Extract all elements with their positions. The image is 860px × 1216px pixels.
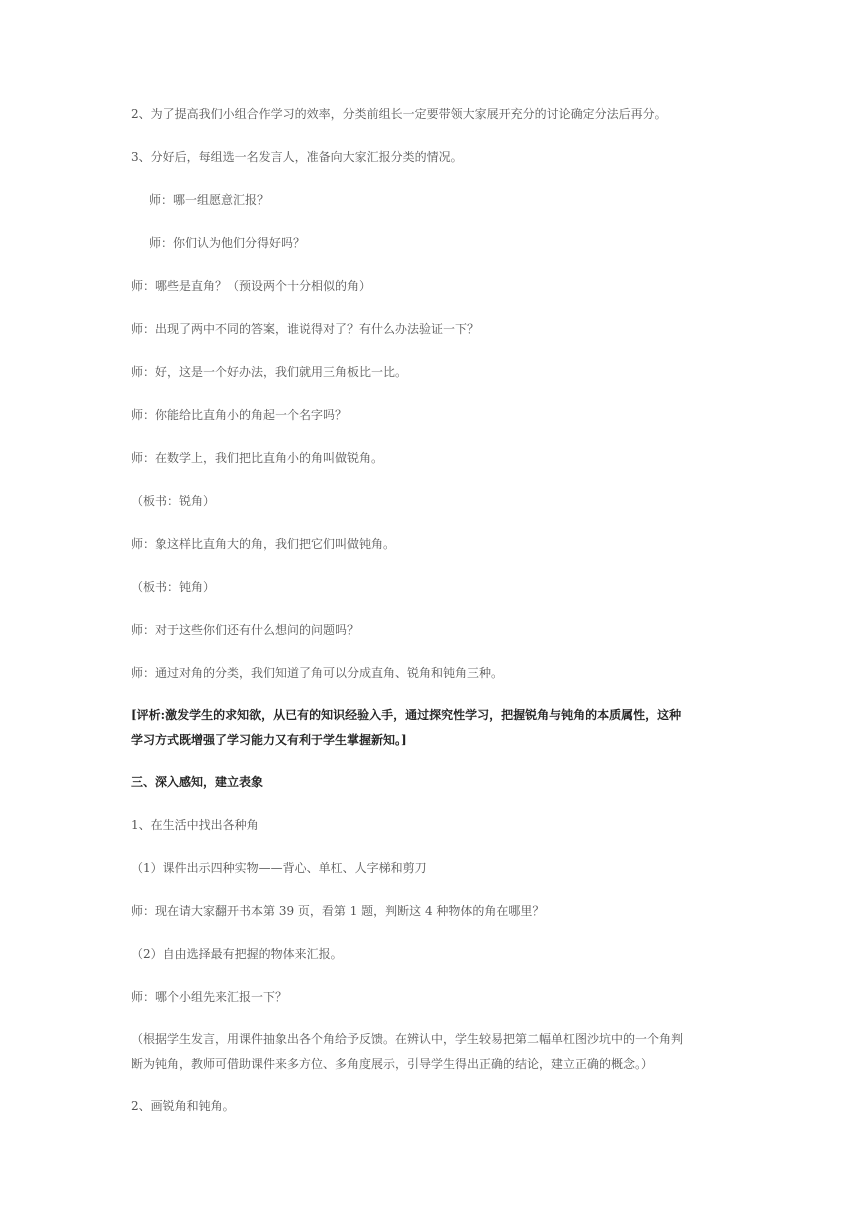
paragraph-board-acute: （板书：锐角） [131, 494, 216, 508]
paragraph-teacher-acute-angle: 师：在数学上，我们把比直角小的角叫做锐角。 [131, 451, 384, 465]
paragraph-note-line-2: 断为钝角，教师可借助课件来多方位、多角度展示，引导学生得出正确的结论，建立正确的概念。） [131, 1057, 654, 1071]
paragraph-teacher-two-answers: 师：出现了两中不同的答案，谁说得对了？有什么办法验证一下？ [131, 322, 480, 336]
paragraph-comment-line-2: 学习方式既增强了学习能力又有利于学生掌握新知。] [131, 733, 407, 747]
paragraph-teacher-open-book: 师：现在请大家翻开书本第 39 页，看第 1 题，判断这 4 种物体的角在哪里？ [131, 904, 545, 918]
paragraph-comment-line-1: [评析:激发学生的求知欲，从已有的知识经验入手，通过探究性学习，把握锐角与钝角的本质属性，这种 [131, 708, 682, 722]
paragraph-step-3: 3、分好后，每组选一名发言人，准备向大家汇报分类的情况。 [131, 150, 463, 164]
paragraph-teacher-classification: 师：通过对角的分类，我们知道了角可以分成直角、锐角和钝角三种。 [131, 666, 504, 680]
paragraph-teacher-questions: 师：对于这些你们还有什么想问的问题吗？ [131, 623, 360, 637]
paragraph-teacher-triangle-ruler: 师：好，这是一个好办法，我们就用三角板比一比。 [131, 365, 408, 379]
paragraph-teacher-good-division: 师：你们认为他们分得好吗？ [149, 236, 306, 250]
paragraph-board-obtuse: （板书：钝角） [131, 580, 216, 594]
section-heading-3: 三、深入感知，建立表象 [131, 775, 264, 789]
paragraph-draw-angles: 2、画锐角和钝角。 [131, 1099, 235, 1113]
paragraph-teacher-which-group: 师：哪一组愿意汇报？ [149, 193, 270, 207]
paragraph-find-angles: 1、在生活中找出各种角 [131, 818, 259, 832]
paragraph-step-2: 2、为了提高我们小组合作学习的效率，分类前组长一定要带领大家展开充分的讨论确定分法后再分。 [131, 107, 667, 121]
paragraph-note-line-1: （根据学生发言，用课件抽象出各个角给予反馈。在辨认中，学生较易把第二幅单杠图沙坑中的一个角判 [131, 1032, 684, 1046]
paragraph-teacher-right-angles: 师：哪些是直角？（预设两个十分相似的角） [131, 279, 372, 293]
paragraph-free-choice: （2）自由选择最有把握的物体来汇报。 [131, 947, 343, 961]
paragraph-teacher-which-team: 师：哪个小组先来汇报一下？ [131, 990, 288, 1004]
paragraph-teacher-obtuse-angle: 师：象这样比直角大的角，我们把它们叫做钝角。 [131, 537, 396, 551]
paragraph-teacher-name-angle: 师：你能给比直角小的角起一个名字吗？ [131, 408, 348, 422]
paragraph-courseware-objects: （1）课件出示四种实物——背心、单杠、人字梯和剪刀 [131, 861, 427, 875]
